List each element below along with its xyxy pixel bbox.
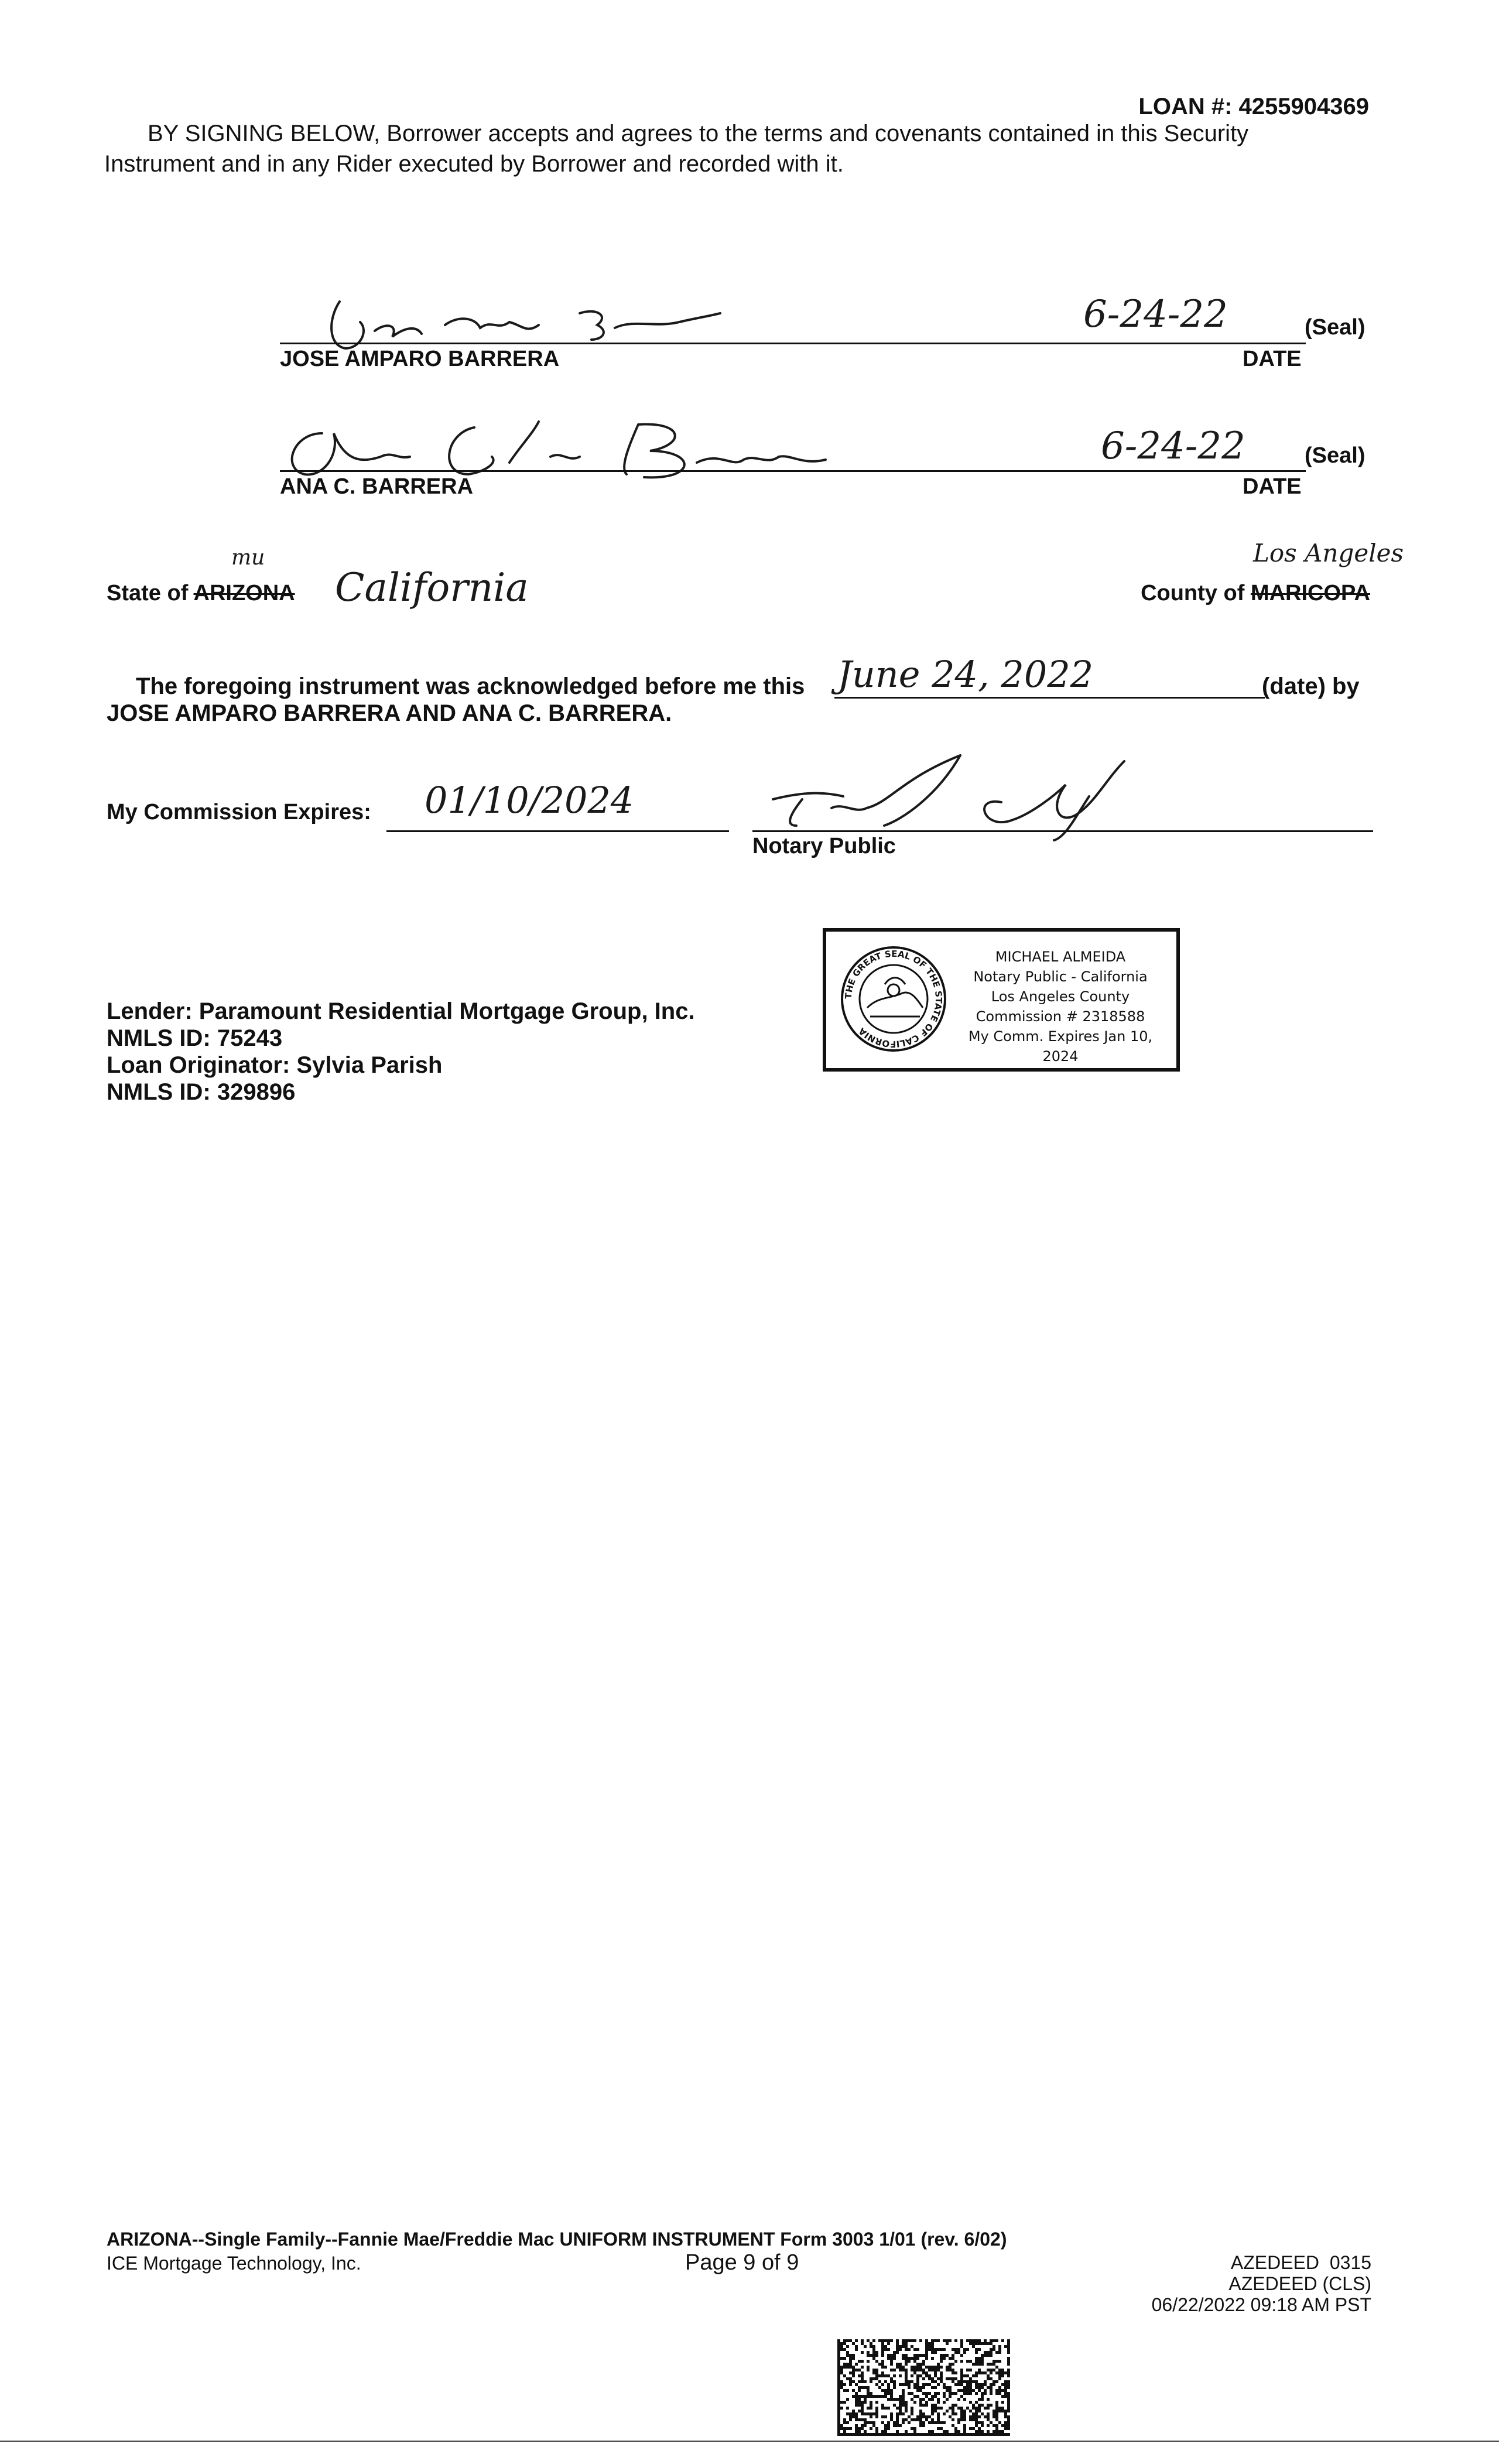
datamatrix-barcode-icon	[837, 2339, 1010, 2436]
svg-text:THE GREAT SEAL OF THE STATE OF	[843, 949, 944, 1049]
borrower-2-name: ANA C. BARRERA	[280, 474, 474, 499]
borrower-2-signature-line	[280, 470, 1306, 472]
county-label: County of	[1141, 581, 1245, 605]
county-handwritten: Los Angeles	[1253, 539, 1404, 567]
commission-label: My Commission Expires:	[107, 800, 371, 824]
loan-originator: Loan Originator: Sylvia Parish	[107, 1052, 443, 1078]
borrower-1-date-handwritten: 6-24-22	[1083, 293, 1228, 336]
seal-ring-text: THE GREAT SEAL OF THE STATE OF CALIFORNIA	[843, 948, 944, 1050]
footer-code-2: AZEDEED (CLS)	[1228, 2273, 1371, 2294]
footer-code-1: AZEDEED 0315	[1230, 2252, 1371, 2273]
county-printed: MARICOPA	[1250, 581, 1370, 605]
notary-public-label: Notary Public	[752, 834, 896, 858]
notary-expires: My Comm. Expires Jan 10, 2024	[968, 1028, 1153, 1065]
footer-vendor: ICE Mortgage Technology, Inc.	[107, 2253, 361, 2274]
loan-number: LOAN #: 4255904369	[1138, 94, 1369, 119]
notary-commission: Commission # 2318588	[976, 1008, 1145, 1025]
notary-name: MICHAEL ALMEIDA	[995, 949, 1126, 965]
state-label: State of	[107, 581, 189, 605]
notary-signature	[750, 744, 1136, 843]
acknowledgment-suffix: (date) by	[1262, 673, 1360, 699]
page-number: Page 9 of 9	[685, 2250, 799, 2275]
originator-nmls: NMLS ID: 329896	[107, 1079, 296, 1105]
state-printed: ARIZONA	[193, 581, 295, 605]
borrower-1-signature-line	[280, 343, 1306, 344]
notary-county: Los Angeles County	[991, 988, 1130, 1005]
california-seal-icon	[838, 943, 949, 1055]
borrower-1-name: JOSE AMPARO BARRERA	[280, 347, 560, 371]
acknowledgment-date-handwritten: June 24, 2022	[837, 653, 1094, 696]
borrower-2-seal-label: (Seal)	[1305, 443, 1365, 468]
state-handwritten: California	[335, 565, 529, 610]
lender-nmls: NMLS ID: 75243	[107, 1025, 283, 1051]
notary-signature-line	[752, 830, 1373, 832]
footer-form-line: ARIZONA--Single Family--Fannie Mae/Freddie Mac UNIFORM INSTRUMENT Form 3003 1/01 (rev. 6/02)	[107, 2229, 1007, 2250]
borrower-2-date-handwritten: 6-24-22	[1101, 425, 1245, 468]
intro-line-1: BY SIGNING BELOW, Borrower accepts and agrees to the terms and covenants contained in this Security	[148, 121, 1249, 146]
footer-codes	[1152, 2252, 1371, 2315]
borrower-2-date-label: DATE	[1243, 474, 1302, 499]
acknowledgment-prefix: The foregoing instrument was acknowledged before me this	[136, 673, 805, 699]
commission-date-handwritten: 01/10/2024	[425, 779, 634, 822]
intro-line-2: Instrument and in any Rider executed by Borrower and recorded with it.	[104, 151, 844, 177]
notary-stamp	[823, 928, 1180, 1072]
bottom-rule	[0, 2441, 1499, 2442]
acknowledgment-date-line	[834, 697, 1265, 699]
borrower-1-date-label: DATE	[1243, 347, 1302, 371]
notary-title: Notary Public - California	[973, 969, 1148, 985]
county-of-label	[1141, 580, 1370, 607]
state-correction-initials: mu	[231, 546, 265, 570]
footer-timestamp: 06/22/2022 09:18 AM PST	[1151, 2294, 1371, 2315]
acknowledgment-names: JOSE AMPARO BARRERA AND ANA C. BARRERA.	[107, 700, 672, 726]
state-of-label	[107, 580, 295, 607]
commission-date-line	[386, 830, 729, 832]
notary-stamp-text	[952, 947, 1169, 1066]
lender-name: Lender: Paramount Residential Mortgage Group, Inc.	[107, 998, 695, 1024]
borrower-1-seal-label: (Seal)	[1305, 315, 1365, 340]
